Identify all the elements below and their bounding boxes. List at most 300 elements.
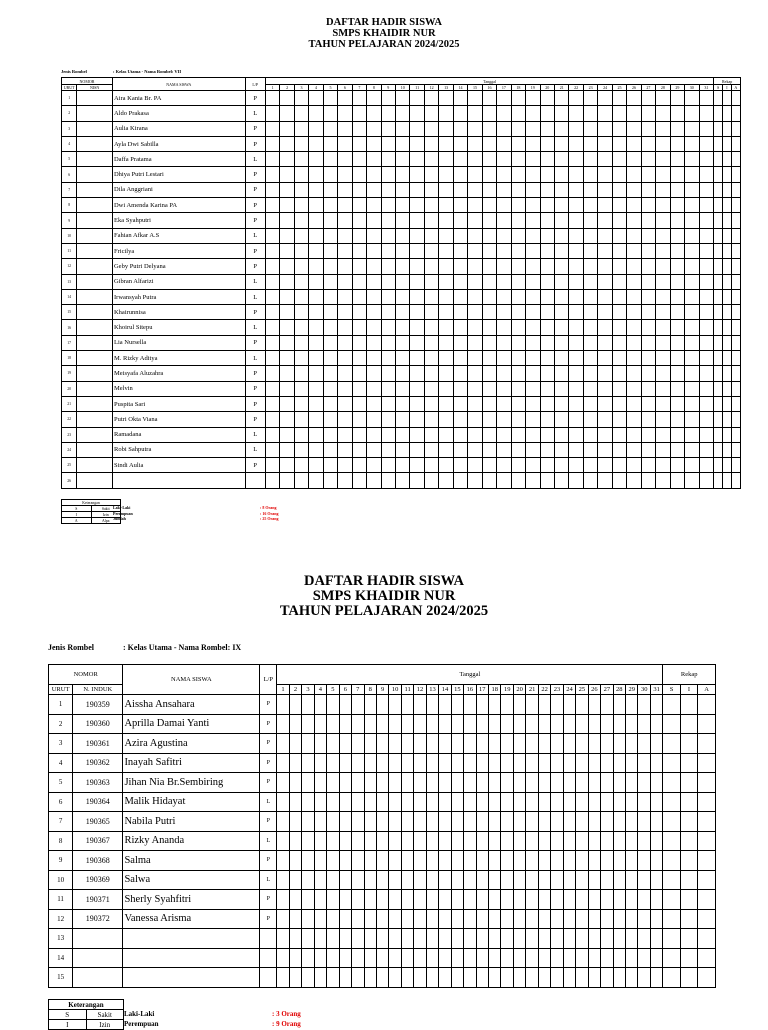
attendance-cell[interactable]: [289, 851, 301, 871]
attendance-cell[interactable]: [656, 152, 670, 167]
attendance-cell[interactable]: [468, 152, 482, 167]
attendance-cell[interactable]: [656, 458, 670, 473]
attendance-cell[interactable]: [453, 305, 467, 320]
attendance-cell[interactable]: [453, 198, 467, 213]
attendance-cell[interactable]: [265, 335, 279, 350]
attendance-cell[interactable]: [670, 106, 684, 121]
attendance-cell[interactable]: [314, 890, 326, 910]
attendance-cell[interactable]: [424, 121, 438, 136]
attendance-cell[interactable]: [424, 458, 438, 473]
attendance-cell[interactable]: [323, 289, 337, 304]
attendance-cell[interactable]: [699, 228, 714, 243]
attendance-cell[interactable]: [294, 366, 308, 381]
attendance-cell[interactable]: [389, 929, 401, 949]
attendance-cell[interactable]: [526, 243, 540, 258]
attendance-cell[interactable]: [464, 890, 476, 910]
attendance-cell[interactable]: [338, 396, 352, 411]
attendance-cell[interactable]: [627, 228, 641, 243]
attendance-cell[interactable]: [641, 106, 655, 121]
attendance-cell[interactable]: [439, 167, 453, 182]
attendance-cell[interactable]: [302, 714, 314, 734]
attendance-cell[interactable]: [627, 274, 641, 289]
attendance-cell[interactable]: [526, 890, 538, 910]
attendance-cell[interactable]: [598, 458, 612, 473]
attendance-cell[interactable]: [381, 473, 395, 488]
attendance-cell[interactable]: [650, 695, 663, 715]
attendance-cell[interactable]: [497, 381, 511, 396]
attendance-cell[interactable]: [396, 198, 410, 213]
attendance-cell[interactable]: [381, 106, 395, 121]
attendance-cell[interactable]: [468, 167, 482, 182]
attendance-cell[interactable]: [650, 870, 663, 890]
attendance-cell[interactable]: [396, 182, 410, 197]
rekap-cell[interactable]: [731, 274, 740, 289]
attendance-cell[interactable]: [453, 442, 467, 457]
attendance-cell[interactable]: [327, 734, 339, 754]
attendance-cell[interactable]: [554, 152, 568, 167]
attendance-cell[interactable]: [439, 381, 453, 396]
attendance-cell[interactable]: [453, 458, 467, 473]
attendance-cell[interactable]: [453, 106, 467, 121]
attendance-cell[interactable]: [699, 106, 714, 121]
attendance-cell[interactable]: [309, 473, 323, 488]
attendance-cell[interactable]: [627, 320, 641, 335]
attendance-cell[interactable]: [424, 335, 438, 350]
attendance-cell[interactable]: [482, 473, 496, 488]
attendance-cell[interactable]: [280, 320, 294, 335]
attendance-cell[interactable]: [451, 890, 463, 910]
rekap-cell[interactable]: [714, 213, 723, 228]
rekap-cell[interactable]: [698, 812, 716, 832]
attendance-cell[interactable]: [426, 792, 438, 812]
attendance-cell[interactable]: [424, 198, 438, 213]
attendance-cell[interactable]: [569, 335, 583, 350]
attendance-cell[interactable]: [367, 91, 381, 106]
attendance-cell[interactable]: [627, 473, 641, 488]
attendance-cell[interactable]: [476, 714, 488, 734]
attendance-cell[interactable]: [309, 351, 323, 366]
attendance-cell[interactable]: [364, 734, 376, 754]
attendance-cell[interactable]: [424, 305, 438, 320]
attendance-cell[interactable]: [468, 121, 482, 136]
rekap-cell[interactable]: [723, 351, 732, 366]
attendance-cell[interactable]: [367, 213, 381, 228]
attendance-cell[interactable]: [294, 442, 308, 457]
attendance-cell[interactable]: [489, 870, 501, 890]
attendance-cell[interactable]: [389, 968, 401, 988]
attendance-cell[interactable]: [401, 870, 413, 890]
attendance-cell[interactable]: [309, 274, 323, 289]
attendance-cell[interactable]: [265, 305, 279, 320]
attendance-cell[interactable]: [601, 695, 613, 715]
attendance-cell[interactable]: [598, 396, 612, 411]
attendance-cell[interactable]: [424, 351, 438, 366]
rekap-cell[interactable]: [723, 243, 732, 258]
attendance-cell[interactable]: [352, 948, 364, 968]
attendance-cell[interactable]: [583, 458, 597, 473]
attendance-cell[interactable]: [468, 289, 482, 304]
attendance-cell[interactable]: [376, 870, 388, 890]
attendance-cell[interactable]: [627, 91, 641, 106]
attendance-cell[interactable]: [327, 831, 339, 851]
attendance-cell[interactable]: [626, 714, 638, 734]
attendance-cell[interactable]: [367, 335, 381, 350]
attendance-cell[interactable]: [376, 714, 388, 734]
attendance-cell[interactable]: [451, 968, 463, 988]
attendance-cell[interactable]: [339, 851, 351, 871]
rekap-cell[interactable]: [723, 396, 732, 411]
attendance-cell[interactable]: [626, 890, 638, 910]
rekap-cell[interactable]: [680, 812, 697, 832]
attendance-cell[interactable]: [439, 351, 453, 366]
attendance-cell[interactable]: [588, 773, 600, 793]
attendance-cell[interactable]: [439, 968, 451, 988]
attendance-cell[interactable]: [289, 734, 301, 754]
attendance-cell[interactable]: [265, 198, 279, 213]
attendance-cell[interactable]: [497, 91, 511, 106]
attendance-cell[interactable]: [513, 909, 525, 929]
attendance-cell[interactable]: [501, 890, 513, 910]
rekap-cell[interactable]: [698, 714, 716, 734]
attendance-cell[interactable]: [576, 948, 588, 968]
attendance-cell[interactable]: [583, 121, 597, 136]
attendance-cell[interactable]: [627, 412, 641, 427]
attendance-cell[interactable]: [265, 274, 279, 289]
attendance-cell[interactable]: [426, 968, 438, 988]
attendance-cell[interactable]: [588, 714, 600, 734]
attendance-cell[interactable]: [376, 890, 388, 910]
attendance-cell[interactable]: [277, 851, 289, 871]
attendance-cell[interactable]: [338, 182, 352, 197]
attendance-cell[interactable]: [476, 870, 488, 890]
rekap-cell[interactable]: [663, 929, 680, 949]
attendance-cell[interactable]: [289, 929, 301, 949]
attendance-cell[interactable]: [280, 427, 294, 442]
attendance-cell[interactable]: [323, 427, 337, 442]
attendance-cell[interactable]: [588, 812, 600, 832]
attendance-cell[interactable]: [699, 274, 714, 289]
attendance-cell[interactable]: [626, 968, 638, 988]
attendance-cell[interactable]: [389, 773, 401, 793]
attendance-cell[interactable]: [612, 366, 626, 381]
attendance-cell[interactable]: [309, 198, 323, 213]
attendance-cell[interactable]: [453, 366, 467, 381]
attendance-cell[interactable]: [501, 714, 513, 734]
attendance-cell[interactable]: [540, 305, 554, 320]
attendance-cell[interactable]: [526, 228, 540, 243]
attendance-cell[interactable]: [588, 929, 600, 949]
attendance-cell[interactable]: [352, 91, 366, 106]
attendance-cell[interactable]: [482, 289, 496, 304]
attendance-cell[interactable]: [414, 909, 426, 929]
attendance-cell[interactable]: [540, 198, 554, 213]
attendance-cell[interactable]: [497, 305, 511, 320]
attendance-cell[interactable]: [352, 121, 366, 136]
attendance-cell[interactable]: [468, 335, 482, 350]
attendance-cell[interactable]: [410, 366, 424, 381]
rekap-cell[interactable]: [680, 714, 697, 734]
attendance-cell[interactable]: [314, 870, 326, 890]
attendance-cell[interactable]: [699, 259, 714, 274]
attendance-cell[interactable]: [410, 91, 424, 106]
attendance-cell[interactable]: [338, 366, 352, 381]
rekap-cell[interactable]: [663, 695, 680, 715]
attendance-cell[interactable]: [598, 289, 612, 304]
attendance-cell[interactable]: [323, 259, 337, 274]
attendance-cell[interactable]: [613, 948, 625, 968]
attendance-cell[interactable]: [468, 274, 482, 289]
attendance-cell[interactable]: [352, 909, 364, 929]
attendance-cell[interactable]: [352, 228, 366, 243]
attendance-cell[interactable]: [489, 968, 501, 988]
attendance-cell[interactable]: [482, 320, 496, 335]
attendance-cell[interactable]: [338, 381, 352, 396]
attendance-cell[interactable]: [468, 182, 482, 197]
attendance-cell[interactable]: [289, 812, 301, 832]
attendance-cell[interactable]: [626, 734, 638, 754]
attendance-cell[interactable]: [583, 228, 597, 243]
attendance-cell[interactable]: [482, 412, 496, 427]
attendance-cell[interactable]: [612, 412, 626, 427]
attendance-cell[interactable]: [569, 305, 583, 320]
attendance-cell[interactable]: [426, 948, 438, 968]
attendance-cell[interactable]: [656, 442, 670, 457]
attendance-cell[interactable]: [685, 289, 699, 304]
attendance-cell[interactable]: [685, 381, 699, 396]
attendance-cell[interactable]: [569, 152, 583, 167]
attendance-cell[interactable]: [476, 753, 488, 773]
attendance-cell[interactable]: [627, 136, 641, 151]
attendance-cell[interactable]: [424, 182, 438, 197]
rekap-cell[interactable]: [731, 136, 740, 151]
attendance-cell[interactable]: [554, 136, 568, 151]
attendance-cell[interactable]: [601, 929, 613, 949]
rekap-cell[interactable]: [731, 427, 740, 442]
attendance-cell[interactable]: [265, 442, 279, 457]
rekap-cell[interactable]: [680, 870, 697, 890]
attendance-cell[interactable]: [501, 695, 513, 715]
attendance-cell[interactable]: [396, 91, 410, 106]
attendance-cell[interactable]: [583, 274, 597, 289]
attendance-cell[interactable]: [280, 366, 294, 381]
attendance-cell[interactable]: [294, 289, 308, 304]
attendance-cell[interactable]: [670, 396, 684, 411]
attendance-cell[interactable]: [302, 695, 314, 715]
attendance-cell[interactable]: [309, 305, 323, 320]
attendance-cell[interactable]: [265, 381, 279, 396]
attendance-cell[interactable]: [569, 259, 583, 274]
attendance-cell[interactable]: [540, 274, 554, 289]
attendance-cell[interactable]: [482, 228, 496, 243]
attendance-cell[interactable]: [598, 228, 612, 243]
attendance-cell[interactable]: [699, 366, 714, 381]
attendance-cell[interactable]: [451, 812, 463, 832]
attendance-cell[interactable]: [468, 473, 482, 488]
attendance-cell[interactable]: [583, 351, 597, 366]
rekap-cell[interactable]: [731, 335, 740, 350]
attendance-cell[interactable]: [309, 289, 323, 304]
attendance-cell[interactable]: [396, 412, 410, 427]
attendance-cell[interactable]: [563, 929, 575, 949]
attendance-cell[interactable]: [339, 831, 351, 851]
rekap-cell[interactable]: [663, 753, 680, 773]
attendance-cell[interactable]: [314, 909, 326, 929]
attendance-cell[interactable]: [612, 198, 626, 213]
attendance-cell[interactable]: [327, 948, 339, 968]
rekap-cell[interactable]: [698, 929, 716, 949]
attendance-cell[interactable]: [277, 890, 289, 910]
attendance-cell[interactable]: [554, 473, 568, 488]
attendance-cell[interactable]: [309, 381, 323, 396]
attendance-cell[interactable]: [424, 274, 438, 289]
attendance-cell[interactable]: [339, 870, 351, 890]
attendance-cell[interactable]: [601, 792, 613, 812]
rekap-cell[interactable]: [698, 695, 716, 715]
attendance-cell[interactable]: [569, 412, 583, 427]
attendance-cell[interactable]: [526, 182, 540, 197]
attendance-cell[interactable]: [352, 968, 364, 988]
attendance-cell[interactable]: [554, 121, 568, 136]
rekap-cell[interactable]: [731, 198, 740, 213]
attendance-cell[interactable]: [464, 929, 476, 949]
attendance-cell[interactable]: [289, 870, 301, 890]
attendance-cell[interactable]: [327, 714, 339, 734]
attendance-cell[interactable]: [511, 121, 525, 136]
attendance-cell[interactable]: [551, 812, 563, 832]
attendance-cell[interactable]: [381, 167, 395, 182]
rekap-cell[interactable]: [714, 442, 723, 457]
rekap-cell[interactable]: [680, 890, 697, 910]
attendance-cell[interactable]: [613, 695, 625, 715]
attendance-cell[interactable]: [338, 152, 352, 167]
attendance-cell[interactable]: [309, 182, 323, 197]
attendance-cell[interactable]: [501, 929, 513, 949]
attendance-cell[interactable]: [511, 458, 525, 473]
attendance-cell[interactable]: [294, 243, 308, 258]
attendance-cell[interactable]: [551, 870, 563, 890]
attendance-cell[interactable]: [641, 396, 655, 411]
attendance-cell[interactable]: [476, 890, 488, 910]
attendance-cell[interactable]: [468, 136, 482, 151]
attendance-cell[interactable]: [265, 91, 279, 106]
attendance-cell[interactable]: [401, 734, 413, 754]
attendance-cell[interactable]: [511, 366, 525, 381]
attendance-cell[interactable]: [367, 243, 381, 258]
attendance-cell[interactable]: [294, 136, 308, 151]
attendance-cell[interactable]: [670, 412, 684, 427]
rekap-cell[interactable]: [698, 870, 716, 890]
attendance-cell[interactable]: [638, 909, 650, 929]
attendance-cell[interactable]: [576, 792, 588, 812]
attendance-cell[interactable]: [526, 753, 538, 773]
attendance-cell[interactable]: [563, 831, 575, 851]
attendance-cell[interactable]: [551, 734, 563, 754]
attendance-cell[interactable]: [641, 152, 655, 167]
attendance-cell[interactable]: [376, 773, 388, 793]
attendance-cell[interactable]: [513, 773, 525, 793]
attendance-cell[interactable]: [489, 929, 501, 949]
attendance-cell[interactable]: [526, 136, 540, 151]
attendance-cell[interactable]: [381, 213, 395, 228]
attendance-cell[interactable]: [294, 320, 308, 335]
attendance-cell[interactable]: [265, 152, 279, 167]
rekap-cell[interactable]: [714, 182, 723, 197]
attendance-cell[interactable]: [627, 351, 641, 366]
attendance-cell[interactable]: [314, 948, 326, 968]
attendance-cell[interactable]: [656, 351, 670, 366]
attendance-cell[interactable]: [526, 167, 540, 182]
attendance-cell[interactable]: [699, 289, 714, 304]
attendance-cell[interactable]: [489, 734, 501, 754]
attendance-cell[interactable]: [563, 695, 575, 715]
attendance-cell[interactable]: [482, 335, 496, 350]
attendance-cell[interactable]: [414, 851, 426, 871]
rekap-cell[interactable]: [731, 473, 740, 488]
attendance-cell[interactable]: [381, 458, 395, 473]
attendance-cell[interactable]: [670, 198, 684, 213]
attendance-cell[interactable]: [501, 831, 513, 851]
attendance-cell[interactable]: [265, 351, 279, 366]
attendance-cell[interactable]: [381, 351, 395, 366]
attendance-cell[interactable]: [265, 412, 279, 427]
attendance-cell[interactable]: [685, 121, 699, 136]
attendance-cell[interactable]: [569, 320, 583, 335]
attendance-cell[interactable]: [685, 458, 699, 473]
rekap-cell[interactable]: [723, 259, 732, 274]
attendance-cell[interactable]: [302, 890, 314, 910]
attendance-cell[interactable]: [670, 427, 684, 442]
attendance-cell[interactable]: [327, 792, 339, 812]
attendance-cell[interactable]: [650, 929, 663, 949]
attendance-cell[interactable]: [526, 968, 538, 988]
attendance-cell[interactable]: [367, 305, 381, 320]
attendance-cell[interactable]: [414, 695, 426, 715]
attendance-cell[interactable]: [641, 91, 655, 106]
attendance-cell[interactable]: [670, 473, 684, 488]
attendance-cell[interactable]: [476, 909, 488, 929]
attendance-cell[interactable]: [410, 412, 424, 427]
rekap-cell[interactable]: [731, 106, 740, 121]
attendance-cell[interactable]: [352, 396, 366, 411]
attendance-cell[interactable]: [489, 695, 501, 715]
attendance-cell[interactable]: [410, 243, 424, 258]
attendance-cell[interactable]: [601, 948, 613, 968]
attendance-cell[interactable]: [426, 734, 438, 754]
attendance-cell[interactable]: [381, 259, 395, 274]
attendance-cell[interactable]: [338, 228, 352, 243]
attendance-cell[interactable]: [314, 968, 326, 988]
attendance-cell[interactable]: [289, 792, 301, 812]
attendance-cell[interactable]: [551, 929, 563, 949]
attendance-cell[interactable]: [540, 259, 554, 274]
attendance-cell[interactable]: [699, 152, 714, 167]
attendance-cell[interactable]: [396, 305, 410, 320]
attendance-cell[interactable]: [453, 228, 467, 243]
attendance-cell[interactable]: [352, 289, 366, 304]
attendance-cell[interactable]: [641, 121, 655, 136]
attendance-cell[interactable]: [627, 289, 641, 304]
attendance-cell[interactable]: [489, 851, 501, 871]
attendance-cell[interactable]: [612, 335, 626, 350]
attendance-cell[interactable]: [511, 167, 525, 182]
attendance-cell[interactable]: [339, 695, 351, 715]
rekap-cell[interactable]: [723, 473, 732, 488]
attendance-cell[interactable]: [497, 366, 511, 381]
rekap-cell[interactable]: [698, 968, 716, 988]
attendance-cell[interactable]: [601, 714, 613, 734]
attendance-cell[interactable]: [401, 695, 413, 715]
attendance-cell[interactable]: [327, 870, 339, 890]
